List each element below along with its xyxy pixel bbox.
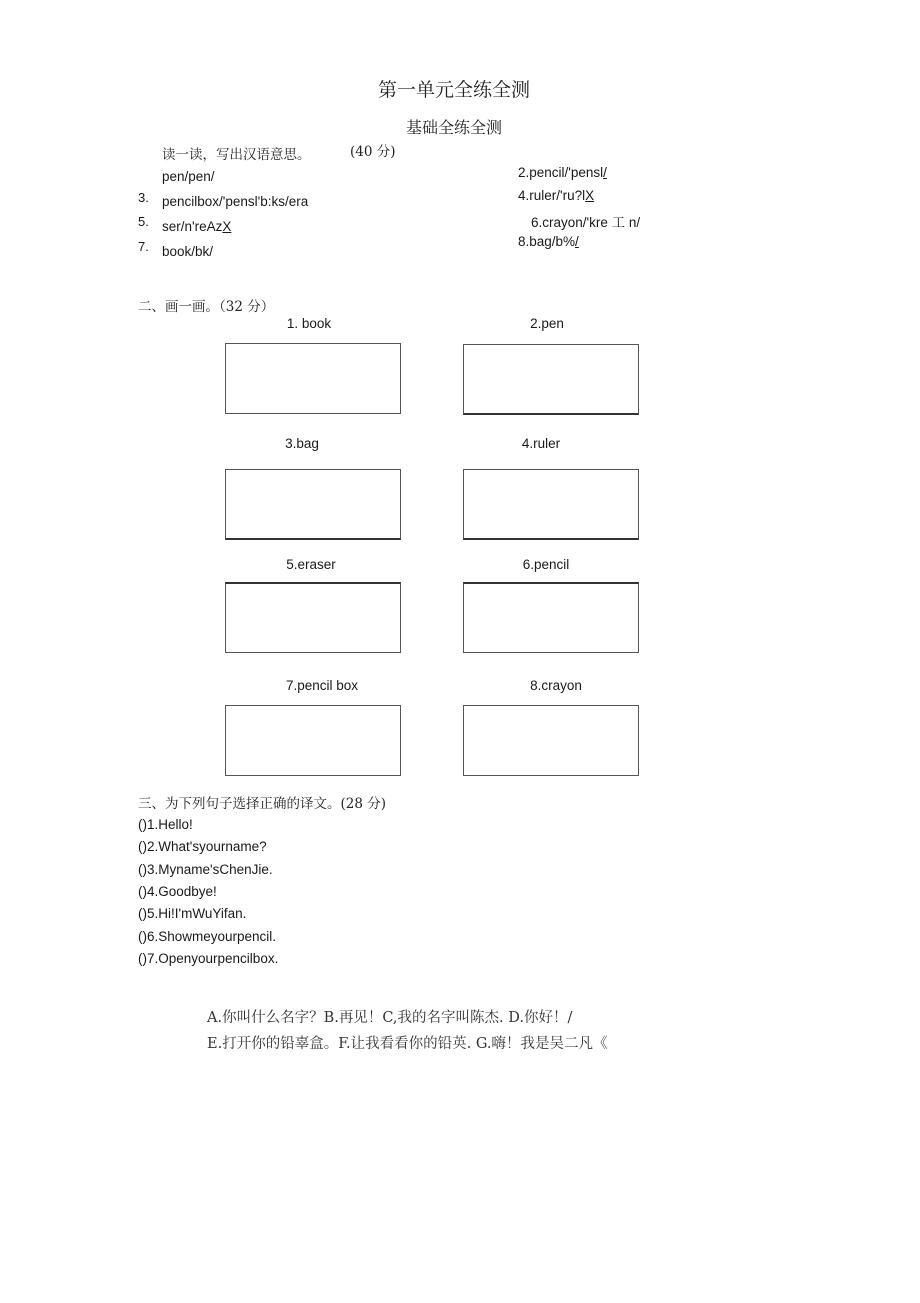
sentence-4: ()4.Goodbye! [138, 884, 217, 899]
draw-label-pencil-box: 7.pencil box [285, 678, 359, 693]
vocab-item-5-text: ser/n're [162, 219, 207, 234]
vocab-item-6 [531, 211, 640, 231]
vocab-item-4-text: 4.ruler/'ru?l [518, 188, 586, 203]
vocab-item-2-tail: / [603, 165, 607, 180]
translation-options-line-2: E.打开你的铅辜盒。F.让我看看你的铅英. G.嗨！我是吴二凡《 [207, 1036, 608, 1052]
vocab-item-5-mid: Az [206, 219, 223, 234]
section1-score: (40 分) [350, 144, 396, 160]
vocab-item-7 [162, 244, 213, 259]
section1-instruction: 读一读，写出汉语意思。 [162, 147, 311, 163]
sentence-5: ()5.Hi!I'mWuYifan. [138, 906, 247, 921]
sentence-1: ()1.Hello! [138, 817, 193, 832]
page-title: 第一单元全练全测 [377, 79, 530, 101]
vocab-item-8 [518, 234, 579, 249]
vocab-item-8-tail: / [575, 234, 579, 249]
vocab-item-5-tail: X [222, 219, 232, 234]
vocab-item-2-text: 2.pencil/'pensl [518, 165, 604, 180]
vocab-item-2 [518, 165, 607, 180]
vocab-item-5-num: 5. [138, 214, 149, 229]
draw-label-ruler: 4.ruler [521, 436, 561, 451]
vocab-item-3 [162, 194, 308, 209]
draw-label-pencil: 6.pencil [522, 557, 570, 572]
sentence-2: ()2.What'syourname? [138, 839, 267, 854]
section3-heading: 三、为下列句子选择正确的译文。(28 分) [138, 796, 387, 812]
vocab-item-8-text: 8.bag/b% [518, 234, 576, 249]
draw-label-book: 1. book [286, 316, 332, 331]
draw-label-bag: 3.bag [285, 436, 319, 451]
draw-box-pen[interactable] [463, 344, 639, 415]
vocab-item-6-text: 6.crayon/'kre 工 n/ [531, 215, 641, 230]
vocab-item-7-num: 7. [138, 239, 149, 254]
draw-box-crayon[interactable] [463, 705, 639, 776]
vocab-item-4 [518, 188, 594, 203]
translation-options-line-1: A.你叫什么名字？B.再见！C,我的名字叫陈杰. D.你好！/ [207, 1010, 573, 1026]
draw-box-book[interactable] [225, 343, 401, 414]
vocab-item-1-text: pen/pen/ [162, 169, 215, 184]
draw-box-pencil-box[interactable] [225, 705, 401, 776]
sentence-6: ()6.Showmeyourpencil. [138, 929, 277, 944]
draw-box-pencil[interactable] [463, 582, 639, 653]
vocab-item-5 [162, 219, 231, 234]
vocab-item-3-text: pencilbox/'pensl'b:ks/era [162, 194, 309, 209]
draw-label-eraser: 5.eraser [286, 557, 336, 572]
draw-label-pen: 2.pen [530, 316, 564, 331]
vocab-item-1 [162, 169, 215, 184]
vocab-item-3-num: 3. [138, 190, 149, 205]
section2-heading: 二、画一画。（32 分） [138, 299, 275, 315]
page-subtitle: 基础全练全测 [405, 118, 502, 137]
sentence-3: ()3.Myname'sChenJie. [138, 862, 273, 877]
vocab-item-4-tail: X [585, 188, 595, 203]
draw-box-eraser[interactable] [225, 582, 401, 653]
draw-box-bag[interactable] [225, 469, 401, 540]
draw-label-crayon: 8.crayon [530, 678, 582, 693]
draw-box-ruler[interactable] [463, 469, 639, 540]
vocab-item-7-text: book/bk/ [162, 244, 214, 259]
sentence-7: ()7.Openyourpencilbox. [138, 951, 279, 966]
